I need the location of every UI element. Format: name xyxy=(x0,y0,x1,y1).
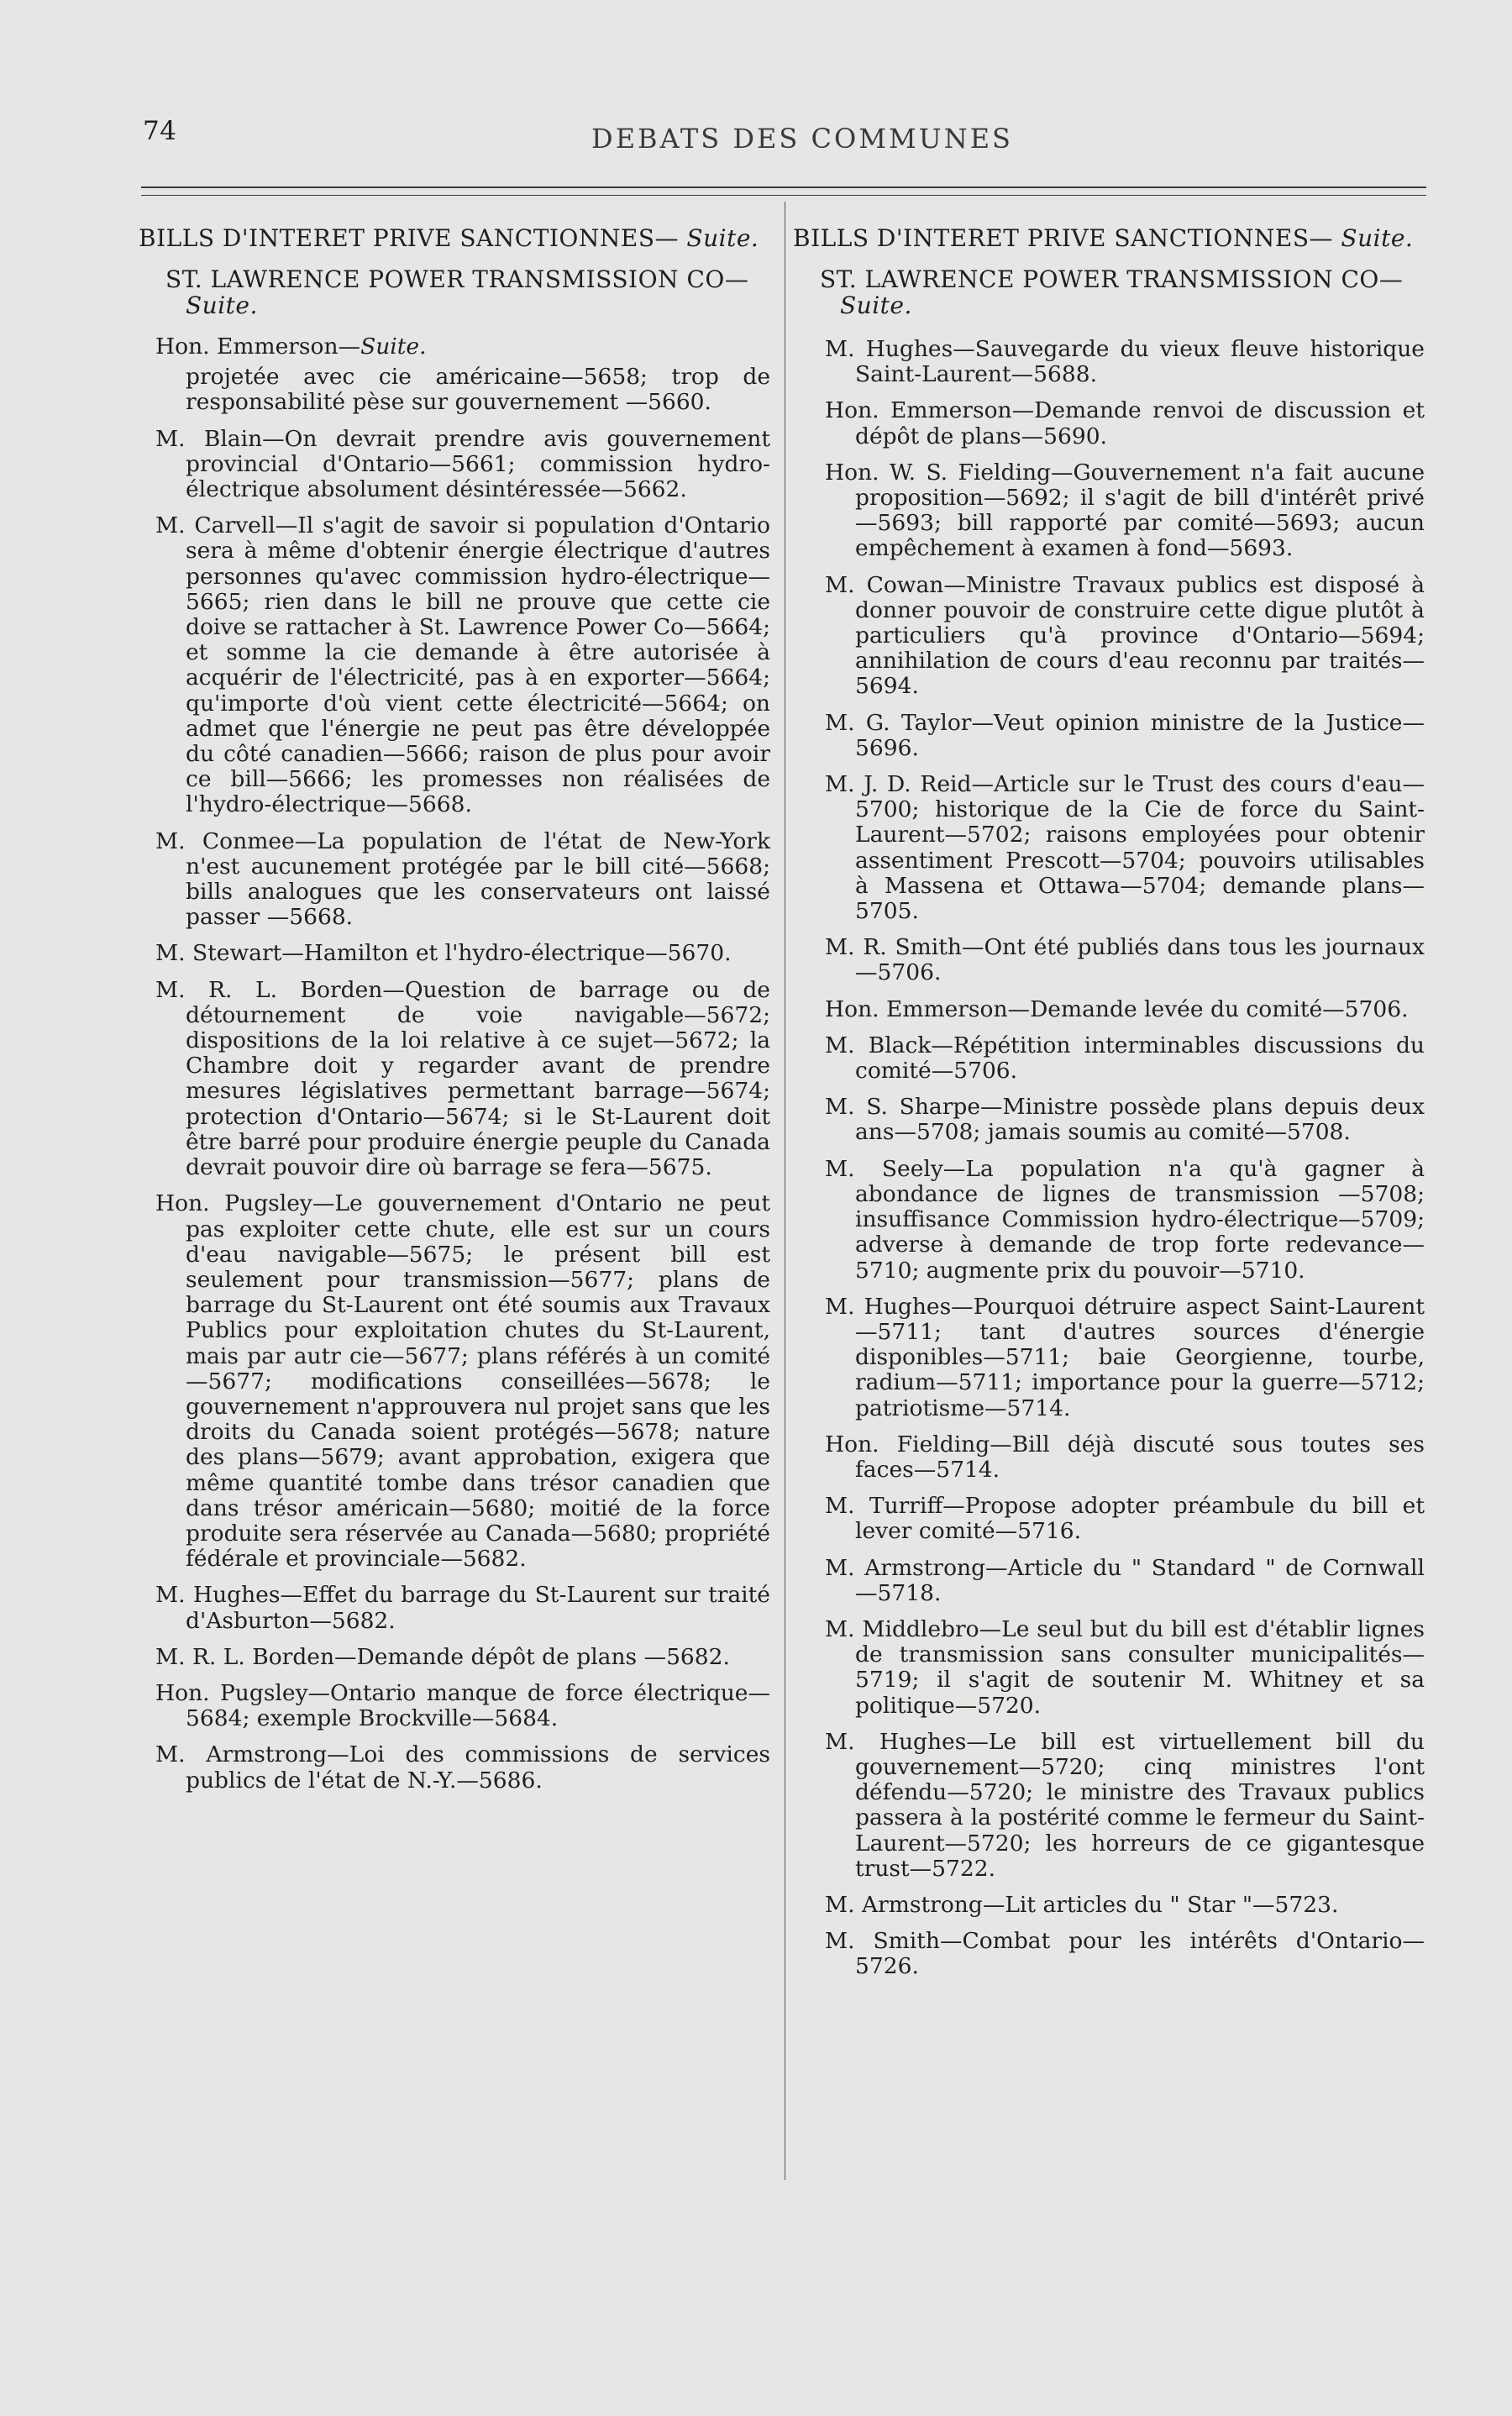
index-entry: M. Armstrong—Loi des commissions de services publics de l'état de N.-Y.—5686. xyxy=(155,1741,770,1794)
section-heading: BILLS D'INTERET PRIVE SANCTIONNES— Suite. xyxy=(793,224,1414,252)
index-entry-continuation: projetée avec cie américaine—5658; trop de responsabilité pèse sur gouvernement —5660. xyxy=(186,364,770,416)
index-entry: M. Armstrong—Article du " Standard " de Cornwall—5718. xyxy=(825,1554,1425,1606)
index-entry: Hon. Emmerson—Demande renvoi de discussion et dépôt de plans—5690. xyxy=(825,397,1425,449)
index-entry: Hon. Pugsley—Le gouvernement d'Ontario ne peut pas exploiter cette chute, elle est sur un cours d'eau navigable—5675; le présent bill est seulement pour transmission—5677; plans de barrage du St-Laurent ont été soumis aux Travaux Publics pour exploitation chutes du St-Laurent, mais par autr cie—5677; plans référés à un comité—5677; modifications conseillées—5678; le gouvernement n'approuvera nul projet sans que les droits du Canada soient protégés—5678; nature des plans—5679; avant approbation, exigera que même quantité tombe dans trésor canadien que dans trésor américain—5680; moitié de la force produite sera réservée au Canada—5680; propriété fédérale et provinciale—5682. xyxy=(155,1190,770,1573)
index-entry: M. Hughes—Pourquoi détruire aspect Saint-Laurent—5711; tant d'autres sources d'énergie disponibles—5711; baie Georgienne, tourbe, radium—5711; importance pour la guerre—5712; patriotisme—5714. xyxy=(825,1293,1425,1421)
index-entry: M. Seely—La population n'a qu'à gagner à abondance de lignes de transmission —5708; insuffisance Commission hydro-électrique—5709; adverse à demande de trop forte redevance—5710; augmente prix du pouvoir—5710. xyxy=(825,1155,1425,1284)
index-entry: M. Cowan—Ministre Travaux publics est disposé à donner pouvoir de construire cette digue plutôt à particuliers qu'à province d'Ontario—5694; annihilation de cours d'eau reconnu par traités—5694. xyxy=(825,571,1425,700)
subsection-heading: ST. LAWRENCE POWER TRANSMISSION CO—Suite. xyxy=(165,265,749,319)
index-entry: M. S. Sharpe—Ministre possède plans depuis deux ans—5708; jamais soumis au comité—5708. xyxy=(825,1094,1425,1146)
index-entry: M. R. Smith—Ont été publiés dans tous les journaux—5706. xyxy=(825,934,1425,986)
index-entry: M. Hughes—Le bill est virtuellement bill du gouvernement—5720; cinq ministres l'ont défendu—5720; le ministre des Travaux publics passera à la postérité comme le fermeur du Saint-Laurent—5720; les horreurs de ce gigantesque trust—5722. xyxy=(825,1728,1425,1882)
subsection-heading: ST. LAWRENCE POWER TRANSMISSION CO—Suite. xyxy=(820,265,1404,319)
index-entry: M. J. D. Reid—Article sur le Trust des cours d'eau—5700; historique de la Cie de force du Saint-Laurent—5702; raisons employées pour obtenir assentiment Prescott—5704; pouvoirs utilisables à Massena et Ottawa—5704; demande plans—5705. xyxy=(825,771,1425,925)
index-entry: M. Stewart—Hamilton et l'hydro-électrique—5670. xyxy=(155,940,732,967)
index-entry: Hon. Emmerson—Suite. xyxy=(155,334,427,360)
index-entry: Hon. Emmerson—Demande levée du comité—5706. xyxy=(825,995,1409,1022)
index-entry: M. Turriff—Propose adopter préambule du bill et lever comité—5716. xyxy=(825,1493,1425,1545)
index-entry: Hon. Fielding—Bill déjà discuté sous toutes ses faces—5714. xyxy=(825,1431,1425,1483)
header-rule-top xyxy=(141,186,1426,188)
index-entry: M. R. L. Borden—Demande dépôt de plans —5682. xyxy=(155,1643,730,1670)
index-entry: M. Middlebro—Le seul but du bill est d'établir lignes de transmission sans consulter municipalités—5719; il s'agit de soutenir M. Whitney et sa politique—5720. xyxy=(825,1615,1425,1719)
index-entry: M. Smith—Combat pour les intérêts d'Ontario—5726. xyxy=(825,1928,1425,1980)
index-entry: M. Hughes—Effet du barrage du St-Laurent sur traité d'Asburton—5682. xyxy=(155,1582,770,1634)
index-entry: M. Armstrong—Lit articles du " Star "—5723. xyxy=(825,1891,1339,1918)
section-heading: BILLS D'INTERET PRIVE SANCTIONNES— Suite. xyxy=(139,224,759,252)
index-entry: Hon. W. S. Fielding—Gouvernement n'a fait aucune proposition—5692; il s'agit de bill d'intérêt privé—5693; bill rapporté par comité—5693; aucun empêchement à examen à fond—5693. xyxy=(825,459,1425,562)
page-number: 74 xyxy=(143,116,177,146)
index-entry: M. Conmee—La population de l'état de New-York n'est aucunement protégée par le bill cité—5668; bills analogues que les conservateurs ont laissé passer —5668. xyxy=(155,827,770,931)
index-entry: Hon. Pugsley—Ontario manque de force électrique—5684; exemple Brockville—5684. xyxy=(155,1679,770,1732)
index-entry: M. Carvell—Il s'agit de savoir si population d'Ontario sera à même d'obtenir énergie électrique d'autres personnes qu'avec commission hydro-électrique—5665; rien dans le bill ne prouve que cette cie doive se rattacher à St. Lawrence Power Co—5664; et somme la cie demande à être autorisée à acquérir de l'électricité, pas à en exporter—5664; qu'importe d'où vient cette électricité—5664; on admet que l'énergie ne peut pas être développée du côté canadien—5666; raison de plus pour avoir ce bill—5666; les promesses non réalisées de l'hydro-électrique—5668. xyxy=(155,512,770,818)
running-header: DEBATS DES COMMUNES xyxy=(591,123,1013,155)
index-entry: M. Black—Répétition interminables discussions du comité—5706. xyxy=(825,1032,1425,1085)
index-entry: M. G. Taylor—Veut opinion ministre de la Justice—5696. xyxy=(825,709,1425,761)
left-column xyxy=(139,225,770,1794)
right-column xyxy=(793,225,1425,1980)
header-rule-bottom xyxy=(141,195,1426,196)
index-entry: M. Hughes—Sauvegarde du vieux fleuve historique Saint-Laurent—5688. xyxy=(825,336,1425,388)
index-entry: M. R. L. Borden—Question de barrage ou de détournement de voie navigable—5672; dispositions de la loi relative à ce sujet—5672; la Chambre doit y regarder avant de prendre mesures législatives permettant barrage—5674; protection d'Ontario—5674; si le St-Laurent doit être barré pour produire énergie peuple du Canada devrait pouvoir dire où barrage se fera—5675. xyxy=(155,976,770,1181)
index-entry: M. Blain—On devrait prendre avis gouvernement provincial d'Ontario—5661; commission hydro-électrique absolument désintéressée—5662. xyxy=(155,425,770,503)
